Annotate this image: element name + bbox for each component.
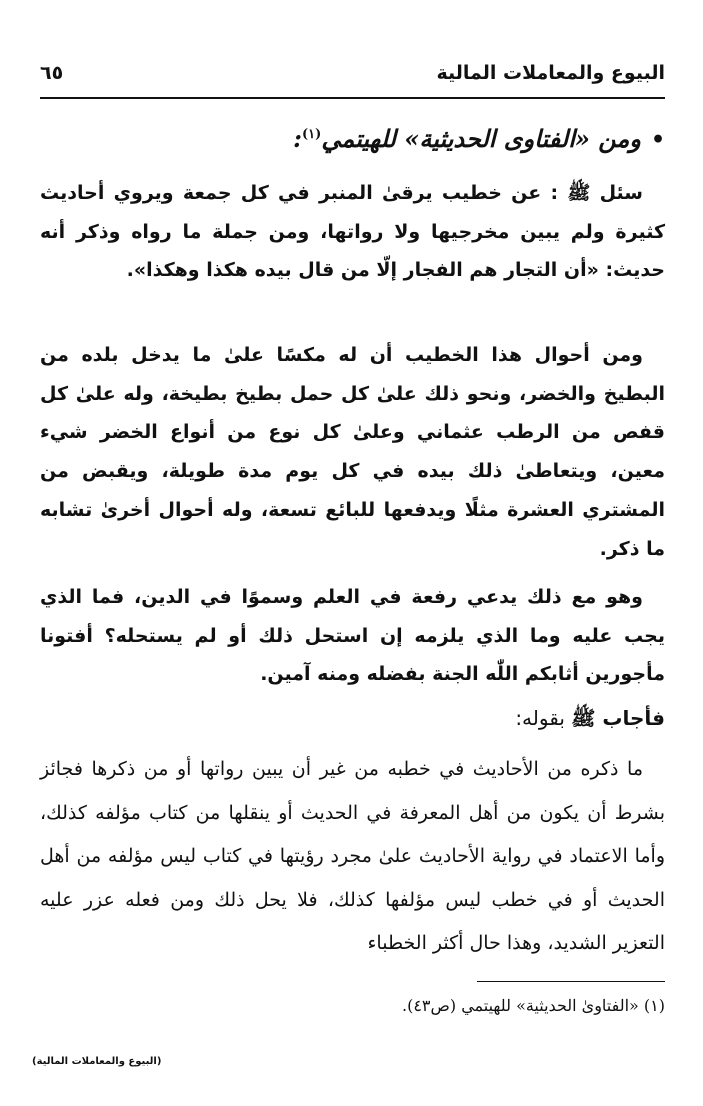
page-number: ٦٥ (40, 62, 64, 84)
question-paragraph-2: ومن أحوال هذا الخطيب أن له مكسًا علىٰ ما يدخل بلده من البطيخ والخضر، ونحو ذلك علىٰ كل حمل بطيخ بطيخة، وله علىٰ كل قفص من الرطب عثماني وعلىٰ كل نوع من أنواع الخضر شيء معين، ويتعاطىٰ ذلك بيده في كل يوم مدة طويلة، ويقبض من المشتري العشرة مثلًا ويدفعها للبائع تسعة، وله أحوال أخرىٰ تشابه ما ذكر. (40, 344, 665, 560)
source-heading-colon: : (293, 124, 303, 153)
footnote-reference: (١) (302, 127, 322, 142)
footnote-rule (477, 981, 665, 982)
answer-paragraph: ما ذكره من الأحاديث في خطبه من غير أن يبين رواتها أو من ذكرها فجائز بشرط أن يكون من أهل المعرفة في الحديث أو ينقلها من كتاب مؤلفه كذلك، وأما الاعتماد في رواية الأحاديث علىٰ مجرد رؤيتها في كتاب ليس مؤلفه من أهل الحديث أو في خطب ليس مؤلفها كذلك، فلا يحل ذلك ومن فعله عزر عليه التعزير الشديد، وهذا حال أكثر الخطباء (40, 758, 665, 954)
question-paragraph-1: سئل ﷺ : عن خطيب يرقىٰ المنبر في كل جمعة ويروي أحاديث كثيرة ولم يبين مخرجيها ولا رواتها، ومن جملة ما رواه وذكر أنه حديث: «أن التجار هم الفجار إلّا من قال بيده هكذا وهكذا». (40, 182, 665, 282)
source-heading-text: ومن «الفتاوى الحديثية» للهيتمي (321, 124, 641, 153)
question-paragraph-3: وهو مع ذلك يدعي رفعة في العلم وسموًا في الدين، فما الذي يجب عليه وما الذي يلزمه إن استحل ذلك أو لم يستحله؟ أفتونا مأجورين أثابكم اللّٰه الجنة بفضله ومنه آمين. (40, 586, 665, 686)
answer-intro (40, 698, 665, 738)
bullet-icon: • (650, 127, 665, 153)
source-heading (40, 124, 665, 164)
header-rule (40, 97, 665, 99)
page-header (40, 56, 665, 96)
running-title: البيوع والمعاملات المالية (436, 62, 665, 84)
page-signature: (البيوع والمعاملات المالية) (32, 1056, 162, 1067)
answer-intro-rest: بقوله: (515, 706, 565, 730)
answer-intro-bold: فأجاب ﷺ (571, 706, 665, 730)
footnote: (١) «الفتاوىٰ الحديثية» للهيتمي (ص٤٣). (402, 996, 665, 1015)
